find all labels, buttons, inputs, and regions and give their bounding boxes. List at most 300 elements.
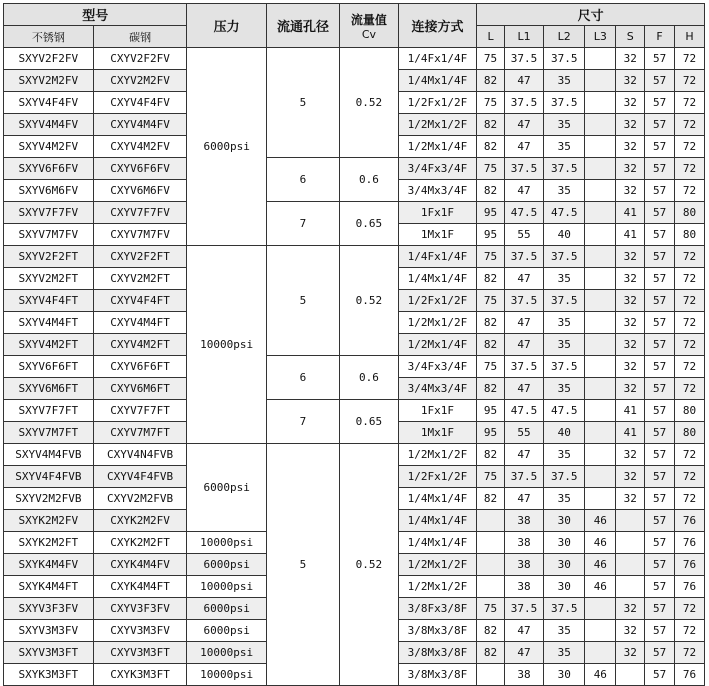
stainless-model: SXYV3F3FV [4,598,94,620]
header-dim-l2: L2 [544,26,585,48]
carbon-model: CXYV2F2FV [93,48,187,70]
dim-h-cell: 72 [675,290,705,312]
dim-s-cell: 32 [616,136,645,158]
dim-h-cell: 72 [675,598,705,620]
carbon-model: CXYV4F4FVB [93,466,187,488]
dim-l2-cell: 37.5 [544,290,585,312]
dim-l1-cell: 38 [504,510,543,532]
connection-cell: 1/2Mx1/2F [398,114,476,136]
carbon-model: CXYV4N4FVB [93,444,187,466]
connection-cell: 1/2Mx1/2F [398,576,476,598]
connection-cell: 3/8Mx3/8F [398,664,476,686]
dim-f-cell: 57 [645,488,675,510]
dim-l1-cell: 47 [504,488,543,510]
dim-h-cell: 72 [675,642,705,664]
dim-s-cell: 32 [616,488,645,510]
dim-f-cell: 57 [645,268,675,290]
stainless-model: SXYV3M3FT [4,642,94,664]
stainless-model: SXYV2F2FV [4,48,94,70]
carbon-model: CXYV2M2FV [93,70,187,92]
connection-cell: 1Fx1F [398,400,476,422]
dim-l2-cell: 30 [544,576,585,598]
dim-h-cell: 72 [675,334,705,356]
stainless-model: SXYV2F2FT [4,246,94,268]
dim-l-cell: 75 [477,466,505,488]
connection-cell: 1/2Mx1/2F [398,554,476,576]
dim-l2-cell: 37.5 [544,48,585,70]
header-orifice: 流通孔径 [266,4,339,48]
dim-l-cell: 82 [477,180,505,202]
orifice-cell: 5 [266,246,339,356]
pressure-cell: 6000psi [187,620,266,642]
dim-l1-cell: 37.5 [504,246,543,268]
dim-f-cell: 57 [645,510,675,532]
dim-s-cell: 32 [616,158,645,180]
dim-f-cell: 57 [645,48,675,70]
dim-l-cell [477,554,505,576]
dim-s-cell: 32 [616,598,645,620]
dim-l2-cell: 35 [544,136,585,158]
dim-l2-cell: 30 [544,554,585,576]
header-dim-h: H [675,26,705,48]
dim-l2-cell: 37.5 [544,356,585,378]
flow-cv-cell: 0.6 [340,356,399,400]
dim-l3-cell [585,290,616,312]
dim-l-cell: 95 [477,224,505,246]
dim-l1-cell: 38 [504,576,543,598]
flow-cv-cell: 0.52 [340,444,399,686]
dim-f-cell: 57 [645,664,675,686]
dim-h-cell: 72 [675,114,705,136]
dim-h-cell: 72 [675,180,705,202]
dim-h-cell: 80 [675,202,705,224]
connection-cell: 3/8Mx3/8F [398,642,476,664]
stainless-model: SXYV4M2FT [4,334,94,356]
dim-s-cell: 32 [616,444,645,466]
dim-h-cell: 72 [675,620,705,642]
dim-l2-cell: 37.5 [544,598,585,620]
table-row [4,400,705,422]
dim-l3-cell: 46 [585,554,616,576]
dim-s-cell: 32 [616,642,645,664]
stainless-model: SXYV7F7FT [4,400,94,422]
dim-l-cell: 82 [477,136,505,158]
dim-f-cell: 57 [645,400,675,422]
dim-l1-cell: 47.5 [504,202,543,224]
dim-s-cell: 32 [616,246,645,268]
dim-l2-cell: 30 [544,532,585,554]
dim-l3-cell [585,114,616,136]
pressure-cell: 6000psi [187,444,266,532]
dim-l-cell: 75 [477,92,505,114]
pressure-cell: 6000psi [187,598,266,620]
header-connection: 连接方式 [398,4,476,48]
dim-l-cell: 82 [477,114,505,136]
dim-h-cell: 76 [675,510,705,532]
dim-l2-cell: 35 [544,642,585,664]
pressure-cell: 6000psi [187,48,266,246]
dim-l3-cell [585,136,616,158]
dim-l-cell: 75 [477,48,505,70]
dim-l3-cell [585,180,616,202]
dim-l3-cell: 46 [585,532,616,554]
dim-l-cell: 75 [477,356,505,378]
dim-l2-cell: 35 [544,114,585,136]
connection-cell: 1/4Mx1/4F [398,532,476,554]
carbon-model: CXYK4M4FV [93,554,187,576]
connection-cell: 1/2Fx1/2F [398,92,476,114]
carbon-model: CXYV4M2FV [93,136,187,158]
flow-cv-cell: 0.52 [340,48,399,158]
connection-cell: 1/2Fx1/2F [398,466,476,488]
dim-l1-cell: 47 [504,114,543,136]
dim-s-cell: 32 [616,312,645,334]
header-model-group: 型号 [4,4,187,26]
dim-l-cell: 82 [477,378,505,400]
orifice-cell: 5 [266,444,339,686]
dim-l1-cell: 37.5 [504,598,543,620]
dim-l2-cell: 35 [544,378,585,400]
table-row [4,444,705,466]
stainless-model: SXYV4M2FV [4,136,94,158]
carbon-model: CXYV4F4FV [93,92,187,114]
dim-f-cell: 57 [645,598,675,620]
stainless-model: SXYV6F6FT [4,356,94,378]
dim-l1-cell: 47 [504,620,543,642]
pressure-cell: 10000psi [187,532,266,554]
dim-l3-cell [585,158,616,180]
dim-f-cell: 57 [645,312,675,334]
dim-f-cell: 57 [645,136,675,158]
dim-h-cell: 80 [675,224,705,246]
dim-l3-cell [585,400,616,422]
dim-l-cell: 82 [477,268,505,290]
connection-cell: 3/4Mx3/4F [398,180,476,202]
dim-l-cell: 82 [477,620,505,642]
dim-l2-cell: 35 [544,312,585,334]
carbon-model: CXYV6M6FV [93,180,187,202]
dim-f-cell: 57 [645,444,675,466]
dim-l2-cell: 35 [544,334,585,356]
dim-l3-cell [585,312,616,334]
header-dim-f: F [645,26,675,48]
header-dim-l3: L3 [585,26,616,48]
dim-l3-cell [585,422,616,444]
dim-f-cell: 57 [645,114,675,136]
stainless-model: SXYK4M4FT [4,576,94,598]
connection-cell: 1/4Fx1/4F [398,48,476,70]
connection-cell: 3/4Fx3/4F [398,356,476,378]
dim-s-cell: 32 [616,620,645,642]
connection-cell: 1/2Fx1/2F [398,290,476,312]
dim-f-cell: 57 [645,422,675,444]
dim-s-cell [616,510,645,532]
dim-l2-cell: 35 [544,620,585,642]
dim-l1-cell: 37.5 [504,158,543,180]
stainless-model: SXYV3M3FV [4,620,94,642]
table-row [4,48,705,70]
orifice-cell: 7 [266,400,339,444]
dim-l3-cell [585,466,616,488]
dim-h-cell: 72 [675,136,705,158]
dim-f-cell: 57 [645,576,675,598]
dim-l2-cell: 35 [544,268,585,290]
dim-f-cell: 57 [645,224,675,246]
dim-l2-cell: 37.5 [544,246,585,268]
dim-s-cell: 32 [616,48,645,70]
carbon-model: CXYK4M4FT [93,576,187,598]
carbon-model: CXYV4M4FT [93,312,187,334]
dim-l-cell [477,664,505,686]
dim-h-cell: 72 [675,246,705,268]
carbon-model: CXYV6F6FT [93,356,187,378]
dim-s-cell: 32 [616,466,645,488]
dim-s-cell: 41 [616,400,645,422]
dim-l1-cell: 47.5 [504,400,543,422]
carbon-model: CXYV4F4FT [93,290,187,312]
connection-cell: 1/4Mx1/4F [398,510,476,532]
dim-l1-cell: 47 [504,180,543,202]
dim-s-cell [616,532,645,554]
carbon-model: CXYV4M2FT [93,334,187,356]
dim-s-cell: 32 [616,114,645,136]
dim-l2-cell: 37.5 [544,92,585,114]
dim-h-cell: 76 [675,532,705,554]
dim-f-cell: 57 [645,334,675,356]
header-stainless: 不锈钢 [4,26,94,48]
carbon-model: CXYV3F3FV [93,598,187,620]
dim-l3-cell [585,444,616,466]
dim-l3-cell [585,202,616,224]
stainless-model: SXYK4M4FV [4,554,94,576]
dim-l1-cell: 37.5 [504,92,543,114]
stainless-model: SXYV6F6FV [4,158,94,180]
stainless-model: SXYV4F4FVB [4,466,94,488]
dim-s-cell [616,576,645,598]
pressure-cell: 6000psi [187,554,266,576]
dim-s-cell [616,554,645,576]
carbon-model: CXYV3M3FV [93,620,187,642]
dim-l2-cell: 35 [544,70,585,92]
dim-l3-cell [585,92,616,114]
flow-cv-cell: 0.65 [340,400,399,444]
dim-l-cell: 95 [477,202,505,224]
stainless-model: SXYV2M2FV [4,70,94,92]
connection-cell: 1/4Mx1/4F [398,70,476,92]
header-cv-label: Cv [361,27,377,41]
stainless-model: SXYV4F4FV [4,92,94,114]
dim-f-cell: 57 [645,290,675,312]
carbon-model: CXYV2F2FT [93,246,187,268]
dim-l1-cell: 37.5 [504,466,543,488]
stainless-model: SXYV6M6FT [4,378,94,400]
pressure-cell: 10000psi [187,576,266,598]
dim-l3-cell [585,642,616,664]
header-flow-label: 流量值 [350,12,387,27]
dim-h-cell: 76 [675,554,705,576]
connection-cell: 1Mx1F [398,224,476,246]
dim-l2-cell: 35 [544,488,585,510]
orifice-cell: 5 [266,48,339,158]
dim-l-cell: 82 [477,312,505,334]
dim-s-cell [616,664,645,686]
dim-f-cell: 57 [645,92,675,114]
dim-l-cell: 75 [477,290,505,312]
stainless-model: SXYV7F7FV [4,202,94,224]
dim-f-cell: 57 [645,180,675,202]
dim-l-cell: 95 [477,400,505,422]
dim-h-cell: 72 [675,268,705,290]
dim-h-cell: 72 [675,444,705,466]
connection-cell: 3/8Fx3/8F [398,598,476,620]
dim-l2-cell: 30 [544,664,585,686]
dim-l3-cell [585,356,616,378]
dim-s-cell: 32 [616,92,645,114]
dim-l3-cell [585,334,616,356]
orifice-cell: 7 [266,202,339,246]
header-carbon: 碳钢 [93,26,187,48]
stainless-model: SXYV4M4FT [4,312,94,334]
dim-f-cell: 57 [645,554,675,576]
dim-l1-cell: 47 [504,378,543,400]
dim-s-cell: 32 [616,290,645,312]
dim-f-cell: 57 [645,356,675,378]
dim-l3-cell: 46 [585,664,616,686]
dim-l3-cell: 46 [585,510,616,532]
dim-h-cell: 72 [675,48,705,70]
dim-l1-cell: 47 [504,268,543,290]
dim-l-cell: 82 [477,444,505,466]
carbon-model: CXYV6M6FT [93,378,187,400]
carbon-model: CXYK3M3FT [93,664,187,686]
stainless-model: SXYK2M2FV [4,510,94,532]
dim-l-cell: 82 [477,70,505,92]
dim-l-cell: 82 [477,334,505,356]
dim-l1-cell: 47 [504,642,543,664]
dim-h-cell: 72 [675,356,705,378]
dim-l2-cell: 37.5 [544,158,585,180]
dim-l3-cell [585,378,616,400]
connection-cell: 1/2Mx1/4F [398,334,476,356]
dim-f-cell: 57 [645,642,675,664]
dim-l-cell: 95 [477,422,505,444]
stainless-model: SXYV7M7FV [4,224,94,246]
flow-cv-cell: 0.52 [340,246,399,356]
dim-s-cell: 32 [616,356,645,378]
dim-h-cell: 72 [675,70,705,92]
pressure-cell: 10000psi [187,246,266,444]
dim-l-cell: 82 [477,488,505,510]
dim-s-cell: 32 [616,334,645,356]
pressure-cell: 10000psi [187,642,266,664]
dim-s-cell: 41 [616,422,645,444]
carbon-model: CXYV2M2FT [93,268,187,290]
dim-l1-cell: 38 [504,532,543,554]
orifice-cell: 6 [266,356,339,400]
connection-cell: 1Mx1F [398,422,476,444]
header-pressure: 压力 [187,4,266,48]
flow-cv-cell: 0.65 [340,202,399,246]
dim-s-cell: 41 [616,224,645,246]
dim-h-cell: 72 [675,466,705,488]
carbon-model: CXYV3M3FT [93,642,187,664]
dim-f-cell: 57 [645,246,675,268]
dim-l3-cell [585,246,616,268]
header-dim-l1: L1 [504,26,543,48]
dim-f-cell: 57 [645,158,675,180]
carbon-model: CXYV7F7FT [93,400,187,422]
table-row [4,158,705,180]
dim-f-cell: 57 [645,70,675,92]
dim-h-cell: 76 [675,576,705,598]
header-flow-cv [340,4,399,48]
dim-l-cell: 75 [477,598,505,620]
dim-s-cell: 32 [616,180,645,202]
header-dim-l: L [477,26,505,48]
dim-l1-cell: 47 [504,70,543,92]
connection-cell: 3/4Fx3/4F [398,158,476,180]
connection-cell: 1/2Mx1/2F [398,312,476,334]
dim-l-cell [477,510,505,532]
dim-l2-cell: 30 [544,510,585,532]
carbon-model: CXYK2M2FV [93,510,187,532]
stainless-model: SXYV2M2FT [4,268,94,290]
stainless-model: SXYK3M3FT [4,664,94,686]
stainless-model: SXYV6M6FV [4,180,94,202]
dim-l1-cell: 47 [504,312,543,334]
dim-l-cell: 75 [477,246,505,268]
pressure-cell: 10000psi [187,664,266,686]
dim-l1-cell: 55 [504,224,543,246]
dim-l3-cell: 46 [585,576,616,598]
dim-l-cell: 82 [477,642,505,664]
connection-cell: 1/2Mx1/2F [398,444,476,466]
dim-l1-cell: 47 [504,444,543,466]
stainless-model: SXYV4F4FT [4,290,94,312]
dim-h-cell: 80 [675,400,705,422]
carbon-model: CXYV7F7FV [93,202,187,224]
carbon-model: CXYV7M7FV [93,224,187,246]
dim-h-cell: 72 [675,378,705,400]
dim-f-cell: 57 [645,378,675,400]
connection-cell: 1Fx1F [398,202,476,224]
dim-l1-cell: 37.5 [504,356,543,378]
dim-l3-cell [585,48,616,70]
dim-l1-cell: 38 [504,664,543,686]
dim-f-cell: 57 [645,620,675,642]
stainless-model: SXYK2M2FT [4,532,94,554]
header-row-1 [4,4,705,26]
carbon-model: CXYV4M4FV [93,114,187,136]
table-body [4,48,705,686]
dim-l1-cell: 37.5 [504,290,543,312]
stainless-model: SXYV2M2FVB [4,488,94,510]
dim-l1-cell: 38 [504,554,543,576]
dim-f-cell: 57 [645,202,675,224]
stainless-model: SXYV7M7FT [4,422,94,444]
connection-cell: 3/4Mx3/4F [398,378,476,400]
dim-l1-cell: 55 [504,422,543,444]
carbon-model: CXYV6F6FV [93,158,187,180]
dim-l3-cell [585,598,616,620]
dim-l1-cell: 47 [504,136,543,158]
table-row [4,246,705,268]
dim-f-cell: 57 [645,466,675,488]
dim-h-cell: 76 [675,664,705,686]
dim-h-cell: 72 [675,488,705,510]
dim-h-cell: 80 [675,422,705,444]
dim-l2-cell: 35 [544,180,585,202]
